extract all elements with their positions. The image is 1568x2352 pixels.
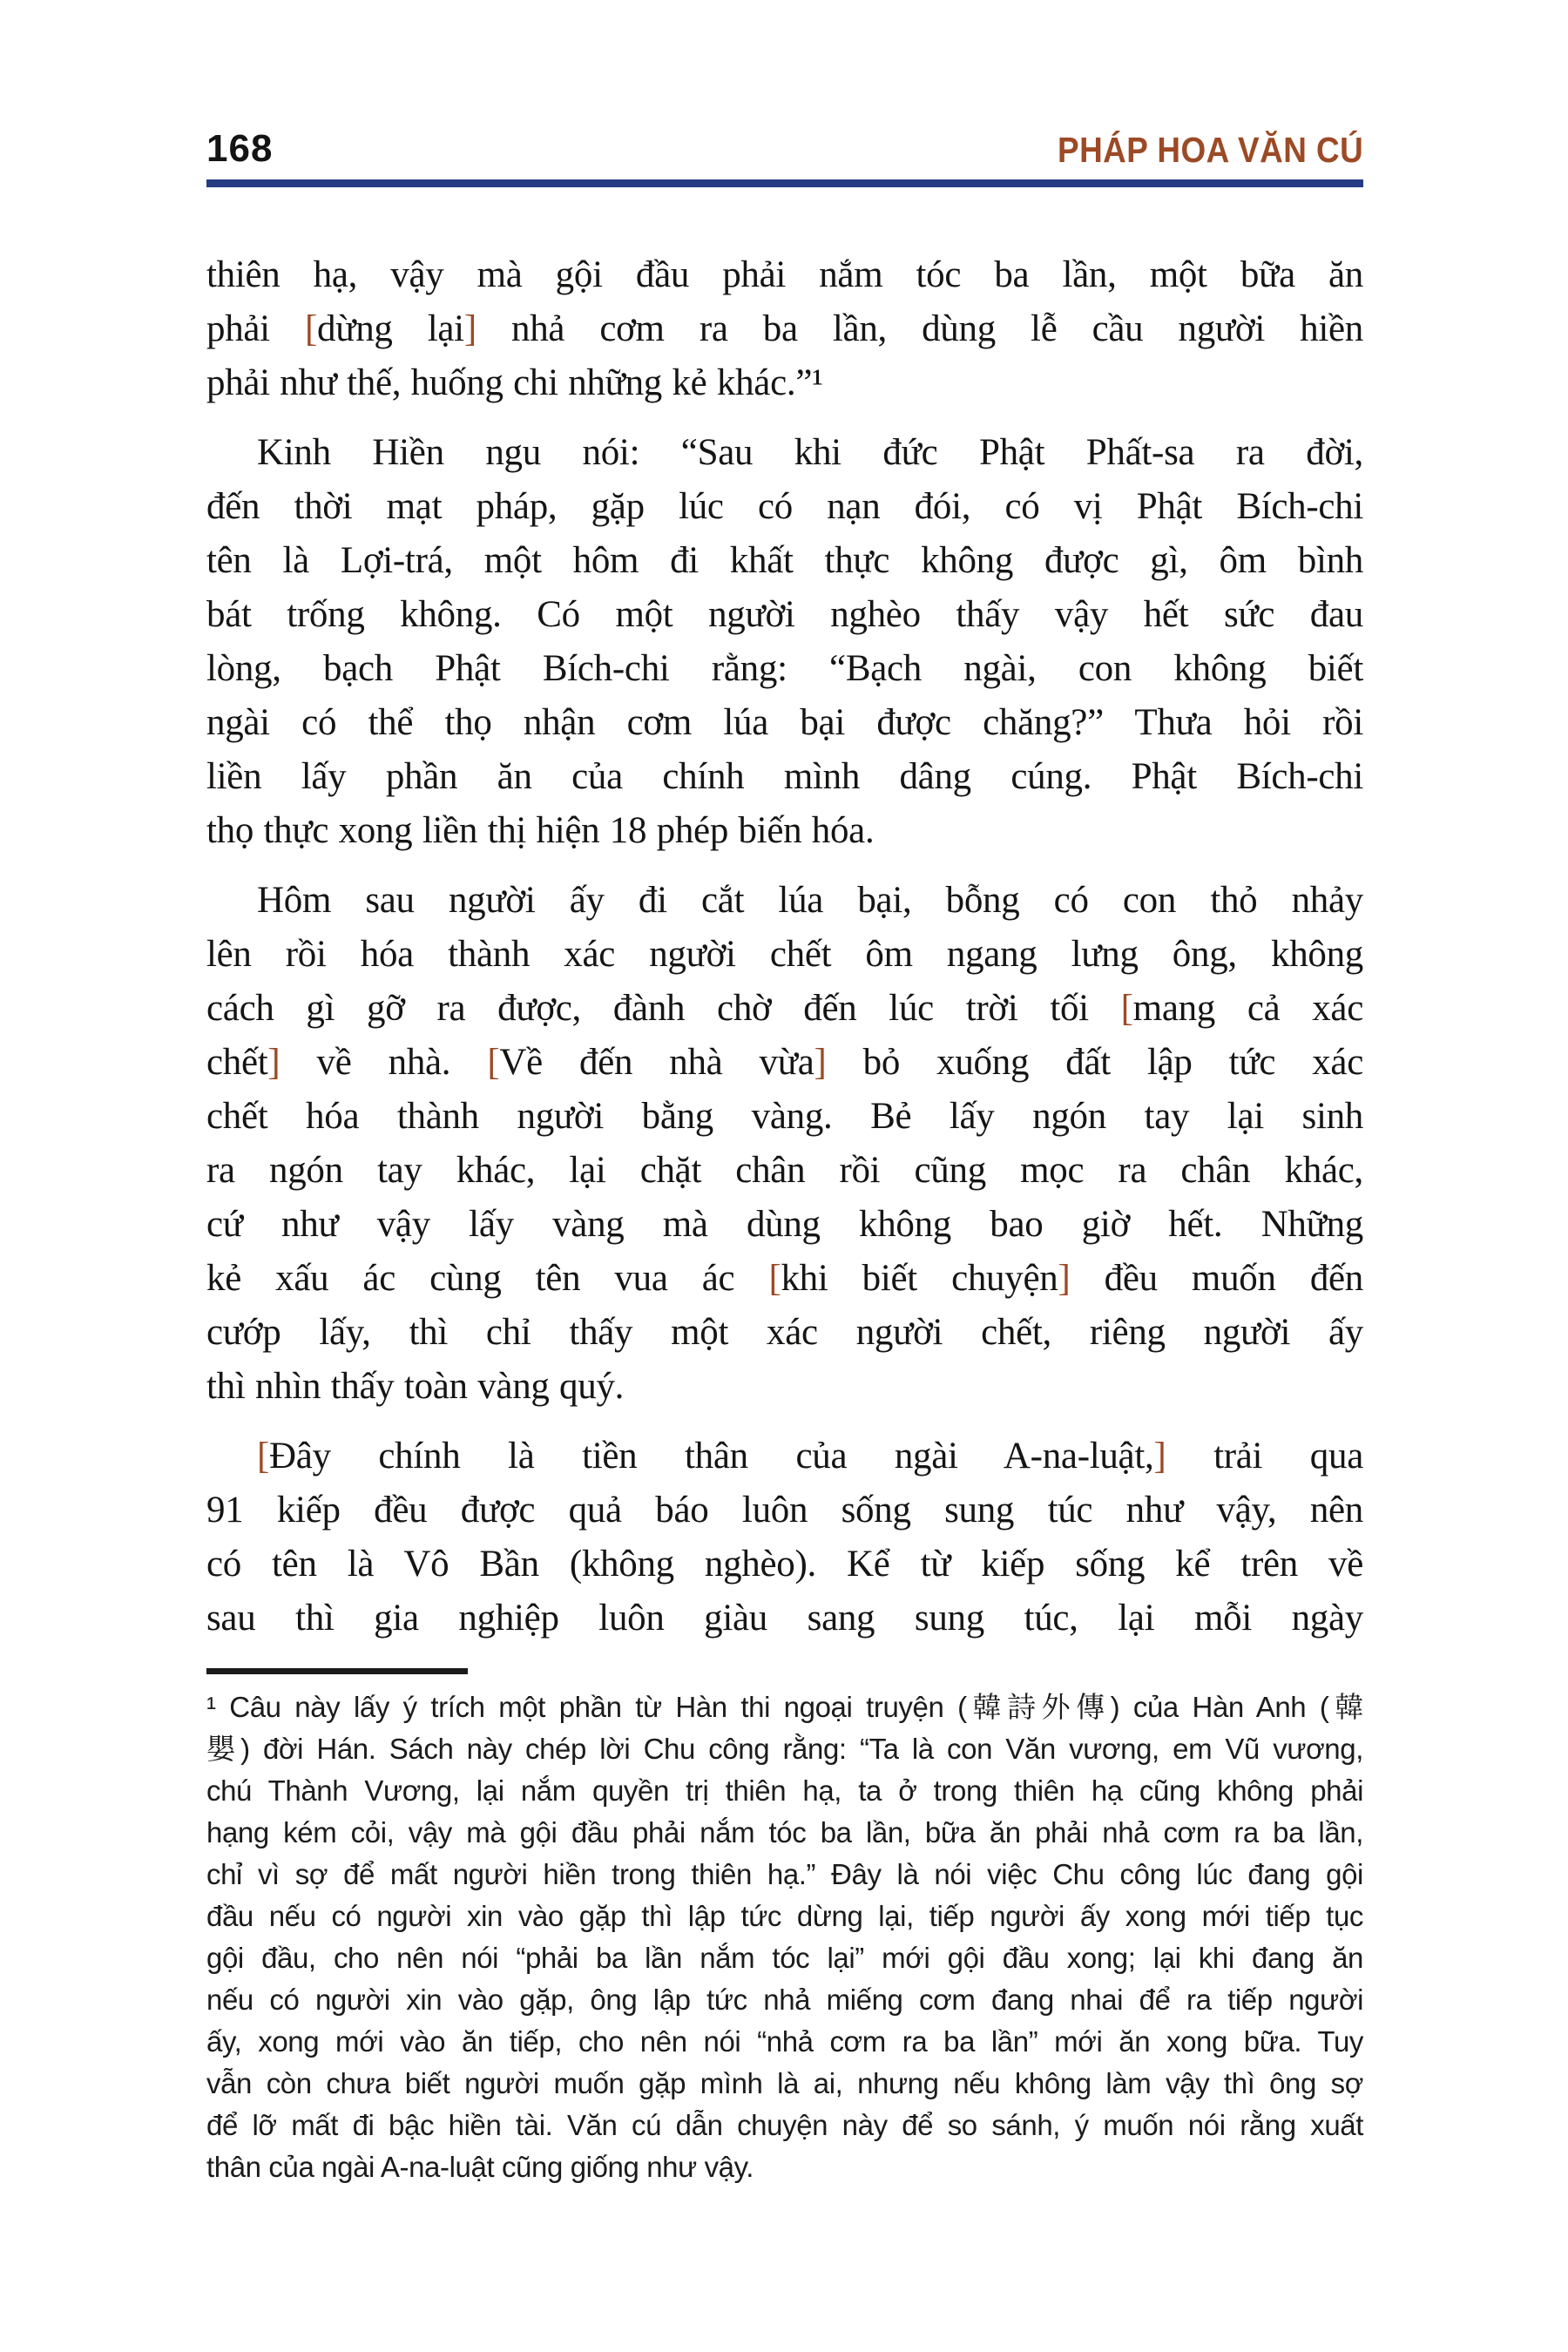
- text-line: bát trống không. Có một người nghèo thấy vậy hết sức đau: [206, 594, 1363, 635]
- footnote-line: vẫn còn chưa biết người muốn gặp mình là ai, nhưng nếu không làm vậy thì ông sợ: [206, 2067, 1363, 2099]
- text-line: thọ thực xong liền thị hiện 18 phép biến hóa.: [206, 810, 875, 851]
- paragraph: [206, 1429, 1363, 1646]
- text-line: lên rồi hóa thành xác người chết ôm ngang lưng ông, không: [206, 934, 1363, 975]
- text-line: 91 kiếp đều được quả báo luôn sống sung túc như vậy, nên: [206, 1490, 1363, 1531]
- text-line: Kinh Hiền ngu nói: “Sau khi đức Phật Phất-sa ra đời,: [257, 432, 1363, 473]
- text-line: ngài có thể thọ nhận cơm lúa bại được chăng?” Thưa hỏi rồi: [206, 702, 1363, 743]
- footnote: [206, 1686, 1363, 2188]
- text-line: tên là Lợi-trá, một hôm đi khất thực không được gì, ôm bình: [206, 540, 1363, 581]
- text-line: cứ như vậy lấy vàng mà dùng không bao giờ hết. Những: [206, 1204, 1363, 1245]
- text-line: ra ngón tay khác, lại chặt chân rồi cũng mọc ra chân khác,: [206, 1150, 1363, 1191]
- body-text: [206, 248, 1363, 1646]
- text-line: sau thì gia nghiệp luôn giàu sang sung túc, lại mỗi ngày: [206, 1598, 1363, 1639]
- footnote-line: ¹ Câu này lấy ý trích một phần từ Hàn thi ngoại truyện (韓詩外傳) của Hàn Anh (韓: [206, 1691, 1363, 1723]
- page-number: 168: [206, 127, 274, 170]
- footnote-line: chỉ vì sợ để mất người hiền trong thiên hạ.” Đây là nói việc Chu công lúc đang gội: [206, 1858, 1363, 1890]
- text-block: [206, 0, 1363, 2188]
- text-line: cướp lấy, thì chỉ thấy một xác người chết, riêng người ấy: [206, 1312, 1363, 1353]
- footnote-line: gội đầu, cho nên nói “phải ba lần nắm tóc lại” mới gội đầu xong; lại khi đang ăn: [206, 1942, 1363, 1974]
- text-line: đến thời mạt pháp, gặp lúc có nạn đói, có vị Phật Bích-chi: [206, 486, 1363, 527]
- text-line: Hôm sau người ấy đi cắt lúa bại, bỗng có con thỏ nhảy: [257, 880, 1363, 921]
- running-title: PHÁP HOA VĂN CÚ: [1057, 130, 1363, 170]
- footnote-line: chú Thành Vương, lại nắm quyền trị thiên hạ, ta ở trong thiên hạ cũng không phải: [206, 1774, 1363, 1807]
- footnote-separator: [206, 1668, 468, 1674]
- text-line: liền lấy phần ăn của chính mình dâng cúng. Phật Bích-chi: [206, 756, 1363, 797]
- text-line: chết] về nhà. [Về đến nhà vừa] bỏ xuống đất lập tức xác: [206, 1042, 1363, 1083]
- footnote-line: thân của ngài A-na-luật cũng giống như vậy.: [206, 2151, 754, 2183]
- text-line: [Đây chính là tiền thân của ngài A-na-luật,] trải qua: [257, 1436, 1363, 1477]
- footnote-line: để lỡ mất đi bậc hiền tài. Văn cú dẫn chuyện này để so sánh, ý muốn nói rằng xuất: [206, 2109, 1363, 2141]
- page-header: [206, 0, 1363, 171]
- header-rule: [206, 179, 1363, 187]
- text-line: phải như thế, huống chi những kẻ khác.”¹: [206, 362, 823, 403]
- text-line: kẻ xấu ác cùng tên vua ác [khi biết chuyện] đều muốn đến: [206, 1258, 1363, 1299]
- footnote-line: 嬰) đời Hán. Sách này chép lời Chu công rằng: “Ta là con Văn vương, em Vũ vương,: [206, 1733, 1363, 1765]
- footnote-line: đầu nếu có người xin vào gặp thì lập tức dừng lại, tiếp người ấy xong mới tiếp tục: [206, 1900, 1363, 1932]
- footnote-line: hạng kém cỏi, vậy mà gội đầu phải nắm tóc ba lần, bữa ăn phải nhả cơm ra ba lần,: [206, 1816, 1363, 1848]
- text-line: cách gì gỡ ra được, đành chờ đến lúc trời tối [mang cả xác: [206, 988, 1363, 1029]
- text-line: thì nhìn thấy toàn vàng quý.: [206, 1366, 625, 1407]
- text-line: phải [dừng lại] nhả cơm ra ba lần, dùng lễ cầu người hiền: [206, 308, 1363, 349]
- text-line: chết hóa thành người bằng vàng. Bẻ lấy ngón tay lại sinh: [206, 1096, 1363, 1137]
- footnote-line: nếu có người xin vào gặp, ông lập tức nhả miếng cơm đang nhai để ra tiếp người: [206, 1984, 1363, 2016]
- paragraph: [206, 874, 1363, 1414]
- text-line: có tên là Vô Bần (không nghèo). Kể từ kiếp sống kể trên về: [206, 1544, 1363, 1585]
- paragraph: [206, 426, 1363, 858]
- text-line: thiên hạ, vậy mà gội đầu phải nắm tóc ba lần, một bữa ăn: [206, 254, 1363, 295]
- footnote-line: ấy, xong mới vào ăn tiếp, cho nên nói “nhả cơm ra ba lần” mới ăn xong bữa. Tuy: [206, 2025, 1363, 2058]
- text-line: lòng, bạch Phật Bích-chi rằng: “Bạch ngài, con không biết: [206, 648, 1363, 689]
- paragraph: [206, 248, 1363, 410]
